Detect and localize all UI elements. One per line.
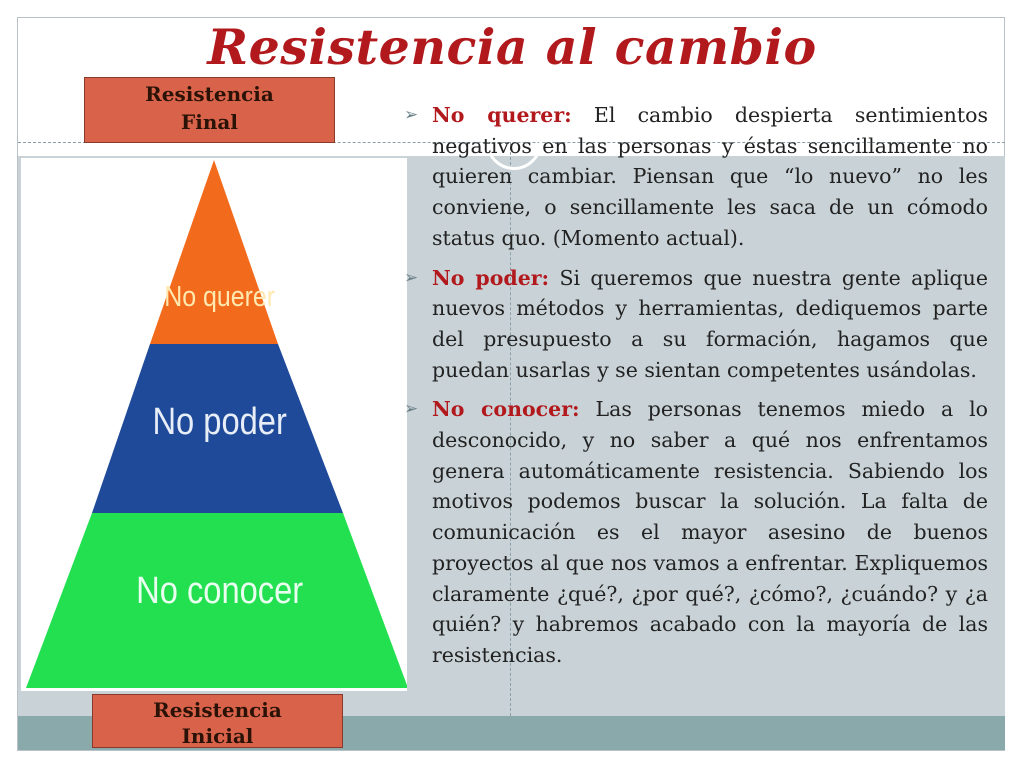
bullet-term: No querer: [432, 103, 572, 127]
bullet-text: Si queremos que nuestra gente aplique nuevos métodos y herramientas, dediquemos parte del presupuesto a su formación, hagamos que puedan usarlas y se sientan competentes usándolas. [432, 265, 989, 382]
chevron-right-icon: ➢ [404, 105, 419, 125]
chevron-right-icon: ➢ [404, 267, 419, 288]
chevron-right-icon: ➢ [404, 399, 419, 420]
label-top-line2: Final [181, 110, 238, 134]
label-bottom-line2: Inicial [181, 724, 254, 748]
label-top-line1: Resistencia [145, 82, 274, 106]
pyramid-diagram [21, 158, 407, 691]
bullet-no-conocer [402, 394, 988, 670]
slide-title: Resistencia al cambio [207, 18, 817, 76]
pyramid-level-no-querer [150, 160, 278, 344]
label-bottom-line1: Resistencia [153, 698, 282, 722]
bullet-term: No conocer: [432, 397, 580, 422]
resistencia-final-label [84, 77, 335, 143]
bullet-term: No poder: [432, 265, 550, 290]
bullet-no-querer [402, 100, 988, 254]
pyramid-label-no-poder: No poder [152, 399, 287, 443]
bullet-text: Las personas tenemos miedo a lo desconocido, y no saber a qué nos enfrentamos genera automáticamente resistencia. Sabiendo los motivos podemos buscar la solución. La falta de comunicación es el mayor asesino de buenos proyectos al que nos vamos a enfrentar. Expliquemos claramente ¿qué?, ¿por qué?, ¿cómo?, ¿cuándo? y ¿a quién? y habremos acabado con la mayoría de las resistencias. [432, 397, 988, 667]
resistencia-inicial-label [92, 694, 343, 748]
bullet-text: El cambio despierta sentimientos negativos en las personas y éstas sencillamente no quieren cambiar. Piensan que “lo nuevo” no les conviene, o sencillamente les saca de un cómodo status quo. (Momento actual). [432, 103, 988, 250]
pyramid-label-no-conocer: No conocer [136, 568, 304, 612]
bullet-list [402, 100, 988, 680]
bullet-no-poder [402, 263, 988, 386]
pyramid-label-no-querer: No querer [164, 280, 276, 313]
